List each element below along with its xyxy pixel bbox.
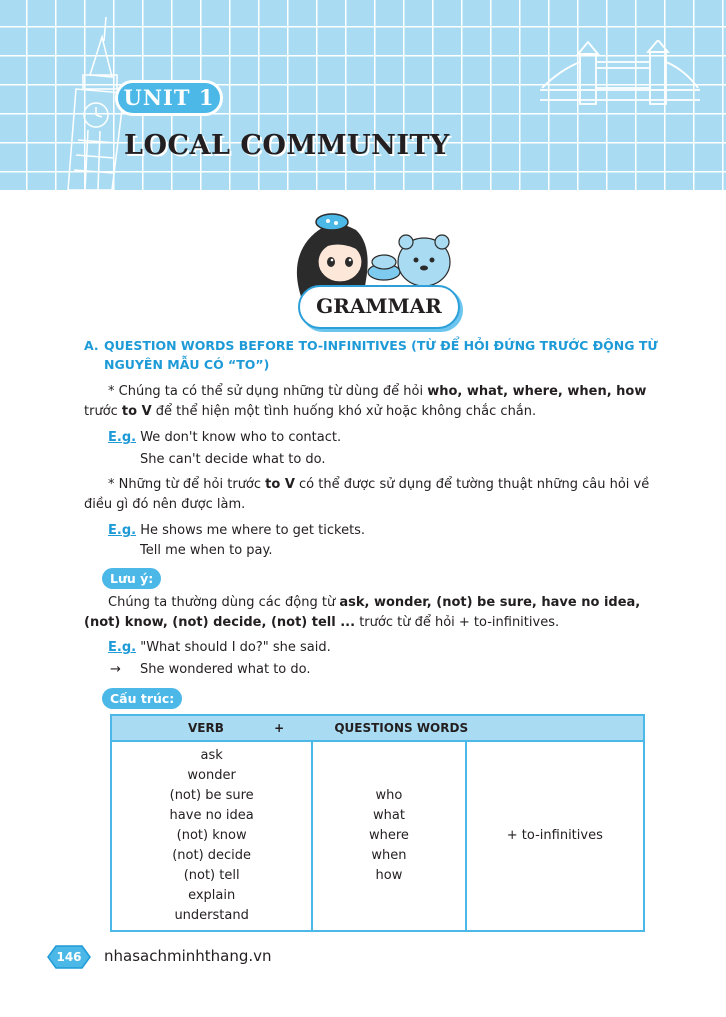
rule-2-text-end: có thể được sử dụng để tường thuật những câu hỏi về điều gì đó nên được làm. (84, 477, 650, 512)
tower-bridge-illustration (540, 40, 700, 110)
rule-1-question-words: who, what, where, when, how (427, 384, 647, 399)
note-label: Lưu ý: (102, 568, 161, 589)
example-1-line-1 (108, 428, 341, 448)
eg-label: E.g. (108, 430, 137, 445)
rule-1-text-end: để thể hiện một tình huống khó xử hoặc không chắc chắn. (151, 404, 537, 419)
header-banner (0, 0, 726, 190)
header-plus: + (274, 721, 285, 735)
unit-title: LOCAL COMMUNITY (124, 130, 450, 161)
structure-table (110, 714, 645, 932)
structure-label: Cấu trúc: (102, 688, 182, 709)
unit-badge: UNIT 1 (115, 80, 223, 116)
example-3-line-2: She wondered what to do. (140, 662, 311, 677)
website-footer: nhasachminhthang.vn (104, 947, 272, 965)
section-letter: A. (84, 338, 99, 353)
rule-2-paragraph (84, 475, 664, 515)
question-word-item: what (372, 808, 405, 823)
question-word-item: who (375, 788, 403, 803)
page-number: 146 (56, 950, 82, 964)
note-text: Chúng ta thường dùng các động từ (108, 595, 340, 610)
example-2-sentence-1: He shows me where to get tickets. (140, 523, 366, 538)
header-questions-words: QUESTIONS WORDS (334, 721, 469, 735)
rule-1-to-v: to V (121, 404, 152, 419)
verb-item: explain (188, 888, 236, 903)
structure-table-header (111, 715, 644, 741)
note-paragraph (84, 593, 664, 633)
verb-item: (not) know (176, 828, 247, 843)
example-1-line-2: She can't decide what to do. (140, 452, 326, 467)
verbs-cell (111, 741, 312, 931)
result-cell: + to-infinitives (466, 741, 644, 931)
example-2-line-1 (108, 521, 365, 541)
verb-item: (not) be sure (169, 788, 254, 803)
header-verb: VERB (188, 721, 224, 735)
section-a-heading (84, 336, 674, 374)
verb-item: ask (200, 748, 223, 763)
question-word-item: when (371, 848, 407, 863)
example-1-sentence-1: We don't know who to contact. (140, 430, 342, 445)
page-number-badge (46, 944, 92, 970)
question-word-item: where (368, 828, 409, 843)
verb-item: have no idea (169, 808, 254, 823)
rule-2-to-v: to V (265, 477, 295, 492)
example-3-line-1 (108, 638, 331, 658)
example-3-sentence-1: "What should I do?" she said. (140, 640, 331, 655)
eg-label: E.g. (108, 640, 137, 655)
section-heading-text: QUESTION WORDS BEFORE TO-INFINITIVES (TỪ ĐỂ HỎI ĐỨNG TRƯỚC ĐỘNG TỪ NGUYÊN MẪU CÓ “TO”) (104, 338, 658, 372)
example-3-arrow: → (110, 662, 121, 677)
note-verbs: ask, wonder, (not) be sure, have no idea, (not) know, (not) decide, (not) tell ... (84, 595, 641, 630)
rule-1-text: * Chúng ta có thể sử dụng những từ dùng để hỏi (108, 384, 428, 399)
verb-item: wonder (187, 768, 236, 783)
structure-header-cell (111, 715, 644, 741)
note-text-end: trước từ để hỏi + to-infinitives. (355, 615, 560, 630)
question-words-cell (312, 741, 465, 931)
verb-item: understand (174, 908, 249, 923)
verb-item: (not) tell (183, 868, 240, 883)
example-2-line-2: Tell me when to pay. (140, 543, 273, 558)
grammar-badge: GRAMMAR (298, 285, 460, 329)
big-ben-illustration (28, 15, 128, 190)
structure-table-row (111, 741, 644, 931)
verb-item: (not) decide (172, 848, 252, 863)
question-word-item: how (375, 868, 403, 883)
rule-1-paragraph (84, 382, 664, 422)
eg-label: E.g. (108, 523, 137, 538)
rule-2-text: * Những từ để hỏi trước (108, 477, 266, 492)
rule-1-text-mid: trước (84, 404, 122, 419)
